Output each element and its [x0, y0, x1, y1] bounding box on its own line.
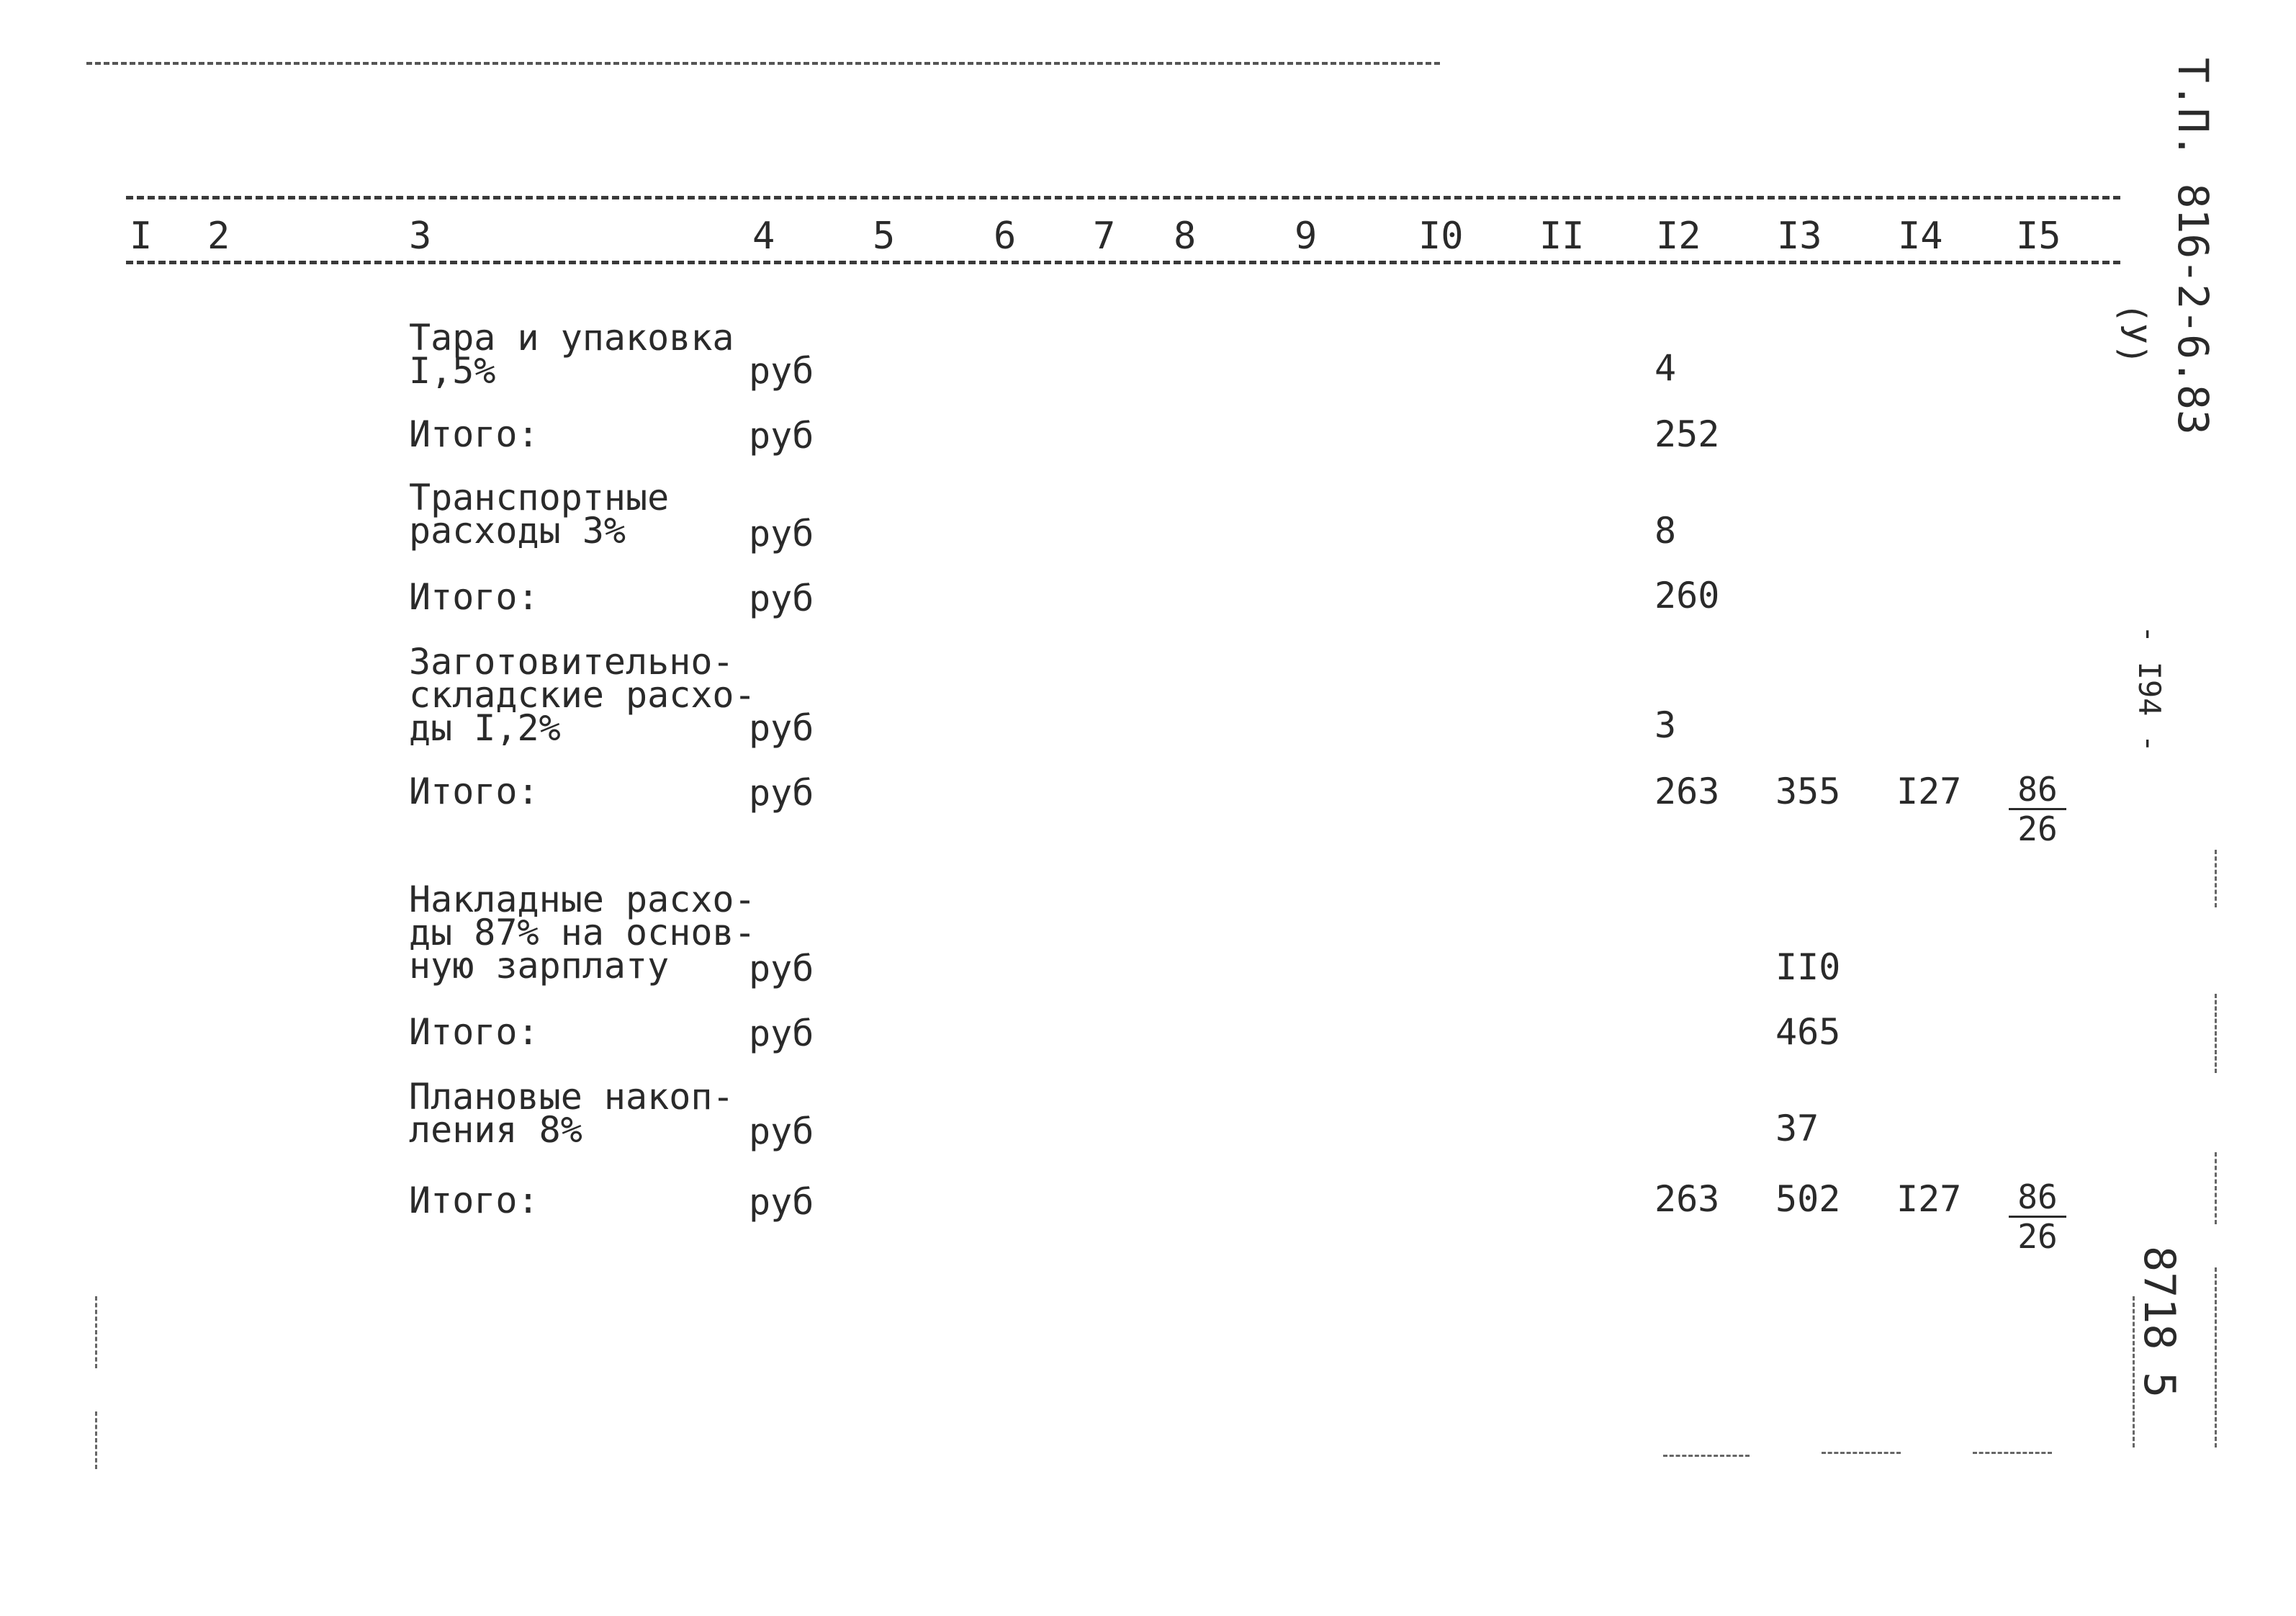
column-number: II [1539, 215, 1585, 258]
document-code-suffix-text: (У) [2112, 302, 2153, 365]
margin-mark [2133, 1296, 2135, 1447]
row-label: Итого: [409, 1011, 539, 1053]
column-number: 7 [1093, 215, 1116, 258]
column-number: I5 [2016, 215, 2061, 258]
row-label: Заготовительно- складские расхо- ды I,2% [409, 641, 756, 749]
top-dash-line [86, 62, 1440, 65]
col12-value: 8 [1655, 510, 1677, 552]
unit-cell: руб [749, 1013, 814, 1054]
fraction-denominator: 26 [2017, 809, 2058, 848]
column-number: I0 [1418, 215, 1464, 258]
fraction-denominator: 26 [2017, 1217, 2058, 1256]
row-label: Накладные расхо- ды 87% на основ- ную зарплату [409, 879, 756, 987]
row-label: Итого: [409, 413, 539, 455]
margin-mark [2215, 994, 2217, 1073]
sheet-suffix [2134, 1372, 2184, 1398]
unit-cell: руб [749, 1181, 814, 1223]
header-rule-top [126, 196, 2120, 199]
unit-cell: руб [749, 415, 814, 457]
unit-cell: руб [749, 1110, 814, 1152]
unit-cell: руб [749, 578, 814, 619]
unit-cell: руб [749, 707, 814, 749]
column-number: I3 [1777, 215, 1822, 258]
col12-value: 252 [1655, 413, 1720, 455]
margin-mark [95, 1296, 97, 1368]
col12-value: 263 [1655, 1178, 1720, 1220]
col13-value: II0 [1775, 946, 1841, 988]
margin-mark [1973, 1452, 2052, 1454]
sheet-suffix-text: 5 [2134, 1372, 2184, 1399]
margin-mark [2215, 1267, 2217, 1447]
page-number [2132, 625, 2167, 753]
margin-mark [1822, 1452, 1901, 1454]
column-number: 9 [1295, 215, 1318, 258]
column-number: 5 [873, 215, 896, 258]
column-number: 2 [207, 215, 230, 258]
column-number: 3 [409, 215, 432, 258]
row-label: Итого: [409, 576, 539, 618]
col13-value: 355 [1775, 771, 1841, 812]
col13-value: 465 [1775, 1011, 1841, 1053]
col14-value: I27 [1896, 771, 1962, 812]
row-label: Транспортные расходы 3% [409, 477, 670, 552]
col12-value: 260 [1655, 575, 1720, 616]
margin-mark [2215, 1152, 2217, 1224]
col15-fraction [2009, 772, 2066, 846]
column-number: I2 [1656, 215, 1701, 258]
row-label: Тара и упаковка I,5% [409, 317, 734, 392]
row-label: Итого: [409, 1180, 539, 1221]
col15-fraction [2009, 1177, 2066, 1256]
column-number: 8 [1174, 215, 1197, 258]
col13-value: 502 [1775, 1178, 1841, 1220]
column-number: I [130, 215, 153, 258]
unit-cell: руб [749, 948, 814, 989]
document-code [2169, 58, 2218, 435]
row-label: Итого: [409, 771, 539, 812]
header-rule-bottom [126, 261, 2120, 264]
unit-cell: руб [749, 772, 814, 814]
col12-value: 263 [1655, 771, 1720, 812]
col12-value: 3 [1655, 704, 1677, 746]
page-number-text: - I94 - [2132, 625, 2167, 753]
row-label: Плановые накоп- ления 8% [409, 1076, 734, 1151]
fraction-numerator: 86 [2009, 1180, 2066, 1218]
column-number: I4 [1898, 215, 1943, 258]
column-number: 6 [994, 215, 1017, 258]
margin-mark [95, 1411, 97, 1469]
sheet-number [2134, 1246, 2184, 1350]
document-code-text: Т.П. 816-2-6.83 [2169, 58, 2218, 435]
margin-mark [1663, 1455, 1750, 1457]
sheet-number-text: 8718 [2134, 1246, 2184, 1350]
margin-mark [2215, 850, 2217, 907]
column-number: 4 [752, 215, 775, 258]
document-code-suffix [2112, 302, 2153, 365]
unit-cell: руб [749, 350, 814, 392]
col12-value: 4 [1655, 347, 1677, 389]
fraction-numerator: 86 [2009, 772, 2066, 810]
unit-cell: руб [749, 513, 814, 555]
col14-value: I27 [1896, 1178, 1962, 1220]
col13-value: 37 [1775, 1108, 1819, 1149]
